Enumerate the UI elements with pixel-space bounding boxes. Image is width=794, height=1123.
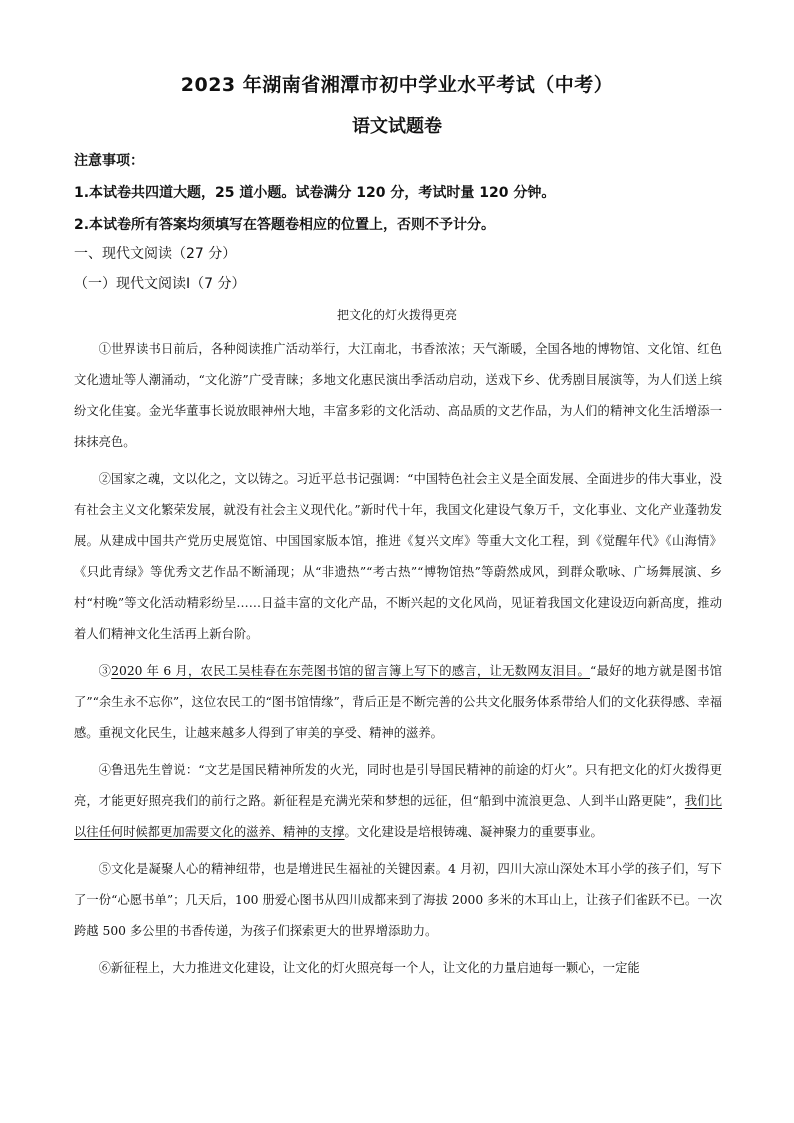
underlined-sentence-1: 2020 年 6 月，农民工吴桂春在东莞图书馆的留言簿上写下的感言，让无数网友泪目。 xyxy=(111,664,591,678)
exam-title: 2023 年湖南省湘潭市初中学业水平考试（中考） xyxy=(180,74,614,96)
paragraph-3-rest: “最好的地方就是图书馆了”“余生永不忘你”，这位农民工的“图书馆情缘”，背后正是不断完善的公共文化服务体系带给人们的文化获得感、幸福感。重视文化民生，让越来越多人得到了审美的享受、精神的滋养。 xyxy=(74,664,722,740)
exam-subtitle: 语文试题卷 xyxy=(352,116,442,137)
paragraph-4-start: ④鲁迅先生曾说：“文艺是国民精神所发的火光，同时也是引导国民精神的前途的灯火”。只有把文化的灯火拨得更亮，才能更好照亮我们的前行之路。新征程是充满光荣和梦想的远征，但“船到中流浪更急、人到半山路更陡”， xyxy=(74,763,722,808)
notes-block xyxy=(74,150,734,246)
paragraph-6: ⑥新征程上，大力推进文化建设，让文化的灯火照亮每一个人，让文化的力量启迪每一颗心，一定能 xyxy=(98,961,640,975)
article-title: 把文化的灯火拨得更亮 xyxy=(336,308,457,322)
paragraph-4 xyxy=(74,755,722,848)
notes-item-1: 1.本试卷共四道大题，25 道小题。试卷满分 120 分，考试时量 120 分钟。 xyxy=(74,185,556,201)
section-heading: 一、现代文阅读（27 分） xyxy=(74,246,237,262)
notes-item-2: 2.本试卷所有答案均须填写在答题卷相应的位置上，否则不予计分。 xyxy=(74,217,496,233)
article-body xyxy=(74,334,722,990)
paragraph-3-marker: ③ xyxy=(98,664,112,678)
underlined-sentence-2: 我们比以往任何时候都更加需要文化的滋养、精神的支撑 xyxy=(74,794,722,839)
paragraph-1: ①世界读书日前后，各种阅读推广活动举行，大江南北，书香浓浓；天气渐暖，全国各地的博物馆、文化馆、红色文化遗址等人潮涌动，“文化游”广受青睐；多地文化惠民演出季活动启动，送戏下乡、优秀剧目展演等，为人们送上缤纷文化佳宴。金光华董事长说放眼神州大地，丰富多彩的文化活动、高品质的文艺作品，为人们的精神文化生活增添一抹抹亮色。 xyxy=(74,342,722,449)
paragraph-4-rest: 。文化建设是培根铸魂、凝神聚力的重要事业。 xyxy=(344,825,603,839)
paragraph-3 xyxy=(74,656,722,749)
paragraph-5: ⑤文化是凝聚人心的精神纽带，也是增进民生福祉的关键因素。4 月初，四川大凉山深处木耳小学的孩子们，写下了一份“心愿书单”；几天后，100 册爱心图书从四川成都来到了海拔 2000 多米的木耳山上，让孩子们雀跃不已。一次跨越 500 多公里的书香传递，为孩子们探索更大的世界增添助力。 xyxy=(74,862,722,938)
subsection-heading: （一）现代文阅读Ⅰ（7 分） xyxy=(74,276,246,292)
paragraph-2: ②国家之魂，文以化之，文以铸之。习近平总书记强调：“中国特色社会主义是全面发展、全面进步的伟大事业，没有社会主义文化繁荣发展，就没有社会主义现代化。”新时代十年，我国文化建设气象万千，文化事业、文化产业蓬勃发展。从建成中国共产党历史展览馆、中国国家版本馆，推进《复兴文库》等重大文化工程，到《觉醒年代》《山海情》《只此青绿》等优秀文艺作品不断涌现；从“非遗热”“考古热”“博物馆热”等蔚然成风，到群众歌咏、广场舞展演、乡村“村晚”等文化活动精彩纷呈……日益丰富的文化产品，不断兴起的文化风尚，见证着我国文化建设迈向新高度，推动着人们精神文化生活再上新台阶。 xyxy=(74,472,722,641)
notes-heading: 注意事项： xyxy=(74,153,144,169)
